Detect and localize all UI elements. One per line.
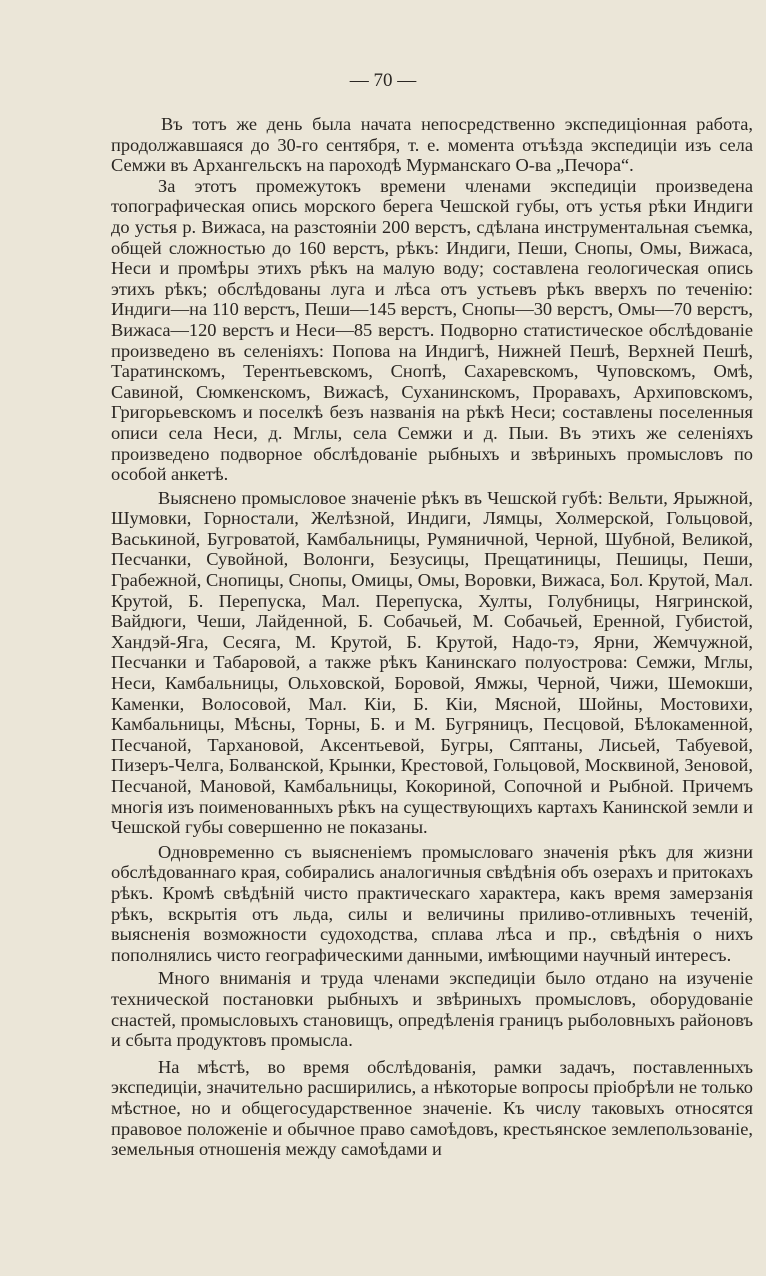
paragraph-river-list: Выяснено промысловое значеніе рѣкъ въ Чешской губѣ: Вельти, Ярыжной, Шумовки, Горностали, Желѣзной, Индиги, Лямцы, Холмерской, Гольцовой, Васькиной, Бугроватой, Камбальницы, Румяничной, Черной, Шубной, Великой, Песчанки, Сувойной, Волонги, Безусицы, Прещатиницы, Пешицы, Пеши, Грабежной, Снопицы, Снопы, Омицы, Омы, Воровки, Вижаса, Бол. Крутой, Мал. Крутой, Б. Перепуска, Мал. Перепуска, Хулты, Голубницы, Нягринской, Вайдюги, Чеши, Лайденной, Б. Собачьей, М. Собачьей, Еренной, Губистой, Хандэй-Яга, Сесяга, М. Крутой, Б. Крутой, Надо-тэ, Ярни, Жемчужной, Песчанки и Табаровой, а также рѣкъ Канинскаго полуострова: Семжи, Мглы, Неси, Камбальницы, Ольховской, Боровой, Ямжы, Черной, Чижи, Шемокши, Каменки, Волосовой, Мал. Кіи, Б. Кіи, Мясной, Шойны, Мостовихи, Камбальницы, Мѣсны, Торны, Б. и М. Бугряницъ, Песцовой, Бѣлокаменной, Песчаной, Тархановой, Аксентьевой, Бугры, Сяптаны, Лисьей, Табуевой, Пизеръ-Челга, Болванской, Крынки, Крестовой, Гольцовой, Москвиной, Зеновой, Песчаной, Мановой, Камбальницы, Кокориной, Сопочной и Рыбной. Причемъ многія изъ поименованныхъ рѣкъ на существующихъ картахъ Канинской земли и Чешской губы совершенно не показаны. bbox=[111, 487, 753, 838]
page-body-text bbox=[111, 114, 753, 1160]
paragraph-expanded-tasks: На мѣстѣ, во время обслѣдованія, рамки задачъ, поставленныхъ экспедиціи, значительно расширились, а нѣкоторые вопросы пріобрѣли не только мѣстное, но и общегосударственное значеніе. Къ числу таковыхъ относятся правовое положеніе и обычное право самоѣдовъ, крестьянское землепользованіе, земельныя отношенія между самоѣдами и bbox=[111, 1056, 753, 1160]
paragraph-expedition-start: Въ тотъ же день была начата непосредственно экспедиціонная работа, продолжавшаяся до 30-го сентября, т. е. момента отъѣзда экспедиціи изъ села Семжи въ Архангельскъ на пароходѣ Мурманскаго О-ва „Печора“. bbox=[111, 114, 753, 176]
paragraph-fishing-industry: Много вниманія и труда членами экспедиціи было отдано на изученіе технической постановки рыбныхъ и звѣриныхъ промысловъ, оборудованіе снастей, промысловыхъ становищъ, опредѣленія границъ рыболовныхъ районовъ и сбыта продуктовъ промысла. bbox=[111, 968, 753, 1051]
page-number: — 70 — bbox=[349, 70, 417, 91]
paragraph-survey-results: За этотъ промежутокъ времени членами экспедиціи произведена топографическая опись морского берега Чешской губы, отъ устья рѣки Индиги до устья р. Вижаса, на разстояніи 200 верстъ, сдѣлана инструментальная съемка, общей сложностью до 160 верстъ, рѣкъ: Индиги, Пеши, Снопы, Омы, Вижаса, Неси и промѣры этихъ рѣкъ на малую воду; составлена геологическая опись этихъ рѣкъ; обслѣдованы луга и лѣса отъ устьевъ рѣкъ вверхъ по теченію: Индиги—на 110 верстъ, Пеши—145 верстъ, Снопы—30 верстъ, Омы—70 верстъ, Вижаса—120 верстъ и Неси—85 верстъ. Подворно статистическое обслѣдованіе произведено въ селеніяхъ: Попова на Индигѣ, Нижней Пешѣ, Верхней Пешѣ, Таратинскомъ, Терентьевскомъ, Снопѣ, Сахаревскомъ, Чуповскомъ, Омѣ, Савиной, Сюмкенскомъ, Вижасѣ, Суханинскомъ, Проравахъ, Архиповскомъ, Григорьевскомъ и поселкѣ безъ названія на рѣкѣ Неси; составлены поселенныя описи села Неси, д. Мглы, села Семжи и д. Пыи. Въ этихъ же селеніяхъ произведено подворное обслѣдованіе рыбныхъ и звѣриныхъ промысловъ по особой анкетѣ. bbox=[111, 175, 753, 485]
paragraph-lakes-tributaries: Одновременно съ выясненіемъ промысловаго значенія рѣкъ для жизни обслѣдованнаго края, собирались аналогичныя свѣдѣнія объ озерахъ и притокахъ рѣкъ. Кромѣ свѣдѣній чисто практическаго характера, какъ время замерзанія рѣкъ, вскрытія отъ льда, силы и величины приливо-отливныхъ теченій, выясненія возможности судоходства, сплава лѣса и пр., свѣдѣнія о нихъ пополнялись чисто географическими данными, имѣющими научный интересъ. bbox=[111, 841, 753, 965]
